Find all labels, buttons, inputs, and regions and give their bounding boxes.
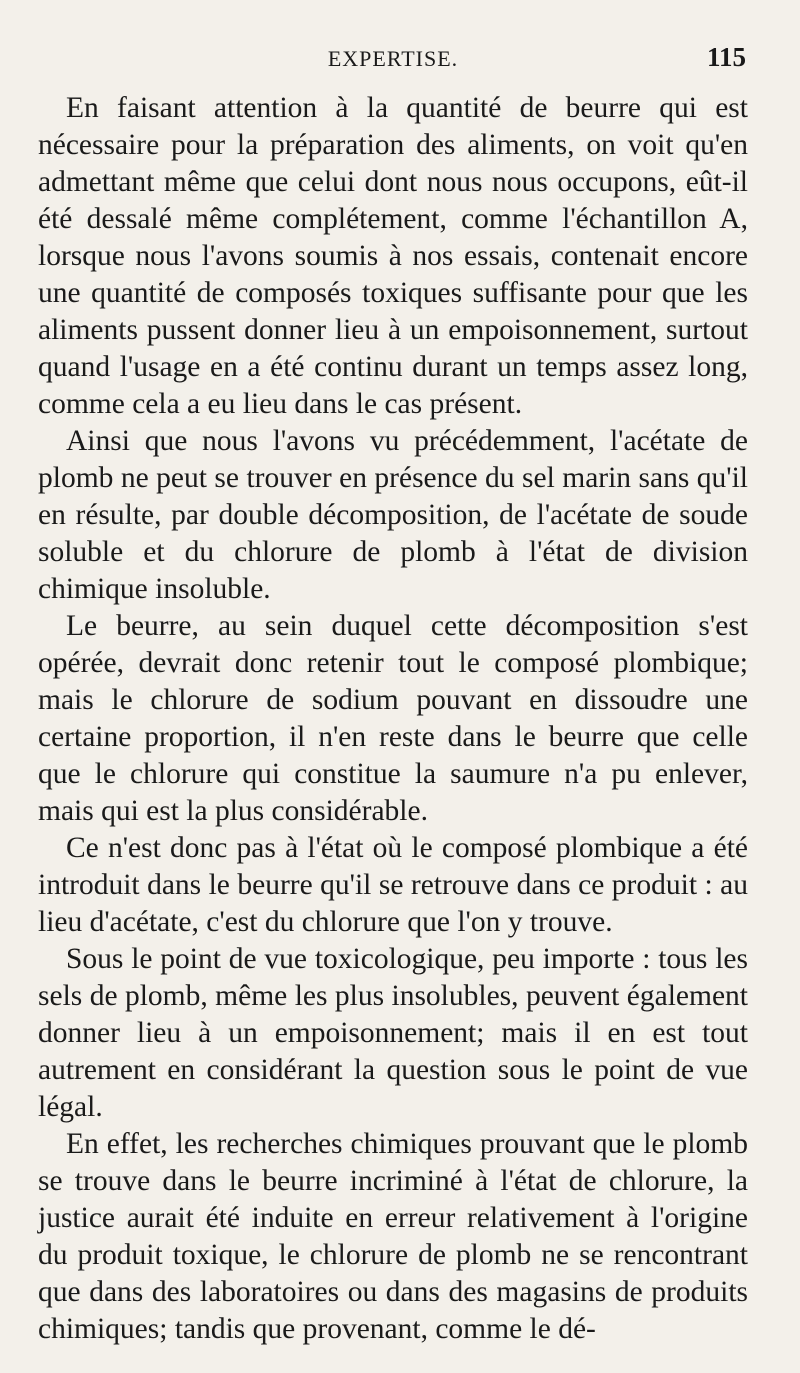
running-title: EXPERTISE.	[327, 46, 459, 71]
paragraph: En faisant attention à la quantité de beurre qui est nécessaire pour la préparation des aliments, on voit qu'en admettant même que celui dont nous nous occupons, eût-il été dessalé même complétement, comme l'échantillon A, lorsque nous l'avons soumis à nos essais, contenait encore une quantité de composés toxiques suffisante pour que les aliments pussent donner lieu à un empoisonnement, surtout quand l'usage en a été continu durant un temps assez long, comme cela a eu lieu dans le cas présent.	[38, 92, 748, 420]
paragraph: Ce n'est donc pas à l'état où le composé plombique a été introduit dans le beurre qu'il se retrouve dans ce produit : au lieu d'acétate, c'est du chlorure que l'on y trouve.	[38, 832, 748, 938]
page-header	[38, 0, 748, 90]
body-text	[38, 90, 748, 1348]
paragraph: Sous le point de vue toxicologique, peu importe : tous les sels de plomb, même les plus insolubles, peuvent également donner lieu à un empoisonnement; mais il en est tout autrement en considérant la question sous le point de vue légal.	[38, 943, 748, 1123]
paragraph: En effet, les recherches chimiques prouvant que le plomb se trouve dans le beurre incriminé à l'état de chlorure, la justice aurait été induite en erreur relativement à l'origine du produit toxique, le chlorure de plomb ne se rencontrant que dans des laboratoires ou dans des magasins de produits chimiques; tandis que provenant, comme le dé-	[38, 1128, 748, 1345]
page-number: 115	[706, 42, 746, 72]
paragraph: Ainsi que nous l'avons vu précédemment, l'acétate de plomb ne peut se trouver en présence du sel marin sans qu'il en résulte, par double décomposition, de l'acétate de soude soluble et du chlorure de plomb à l'état de division chimique insoluble.	[38, 425, 748, 605]
paragraph: Le beurre, au sein duquel cette décomposition s'est opérée, devrait donc retenir tout le composé plombique; mais le chlorure de sodium pouvant en dissoudre une certaine proportion, il n'en reste dans le beurre que celle que le chlorure qui constitue la saumure n'a pu enlever, mais qui est la plus considérable.	[38, 610, 748, 827]
